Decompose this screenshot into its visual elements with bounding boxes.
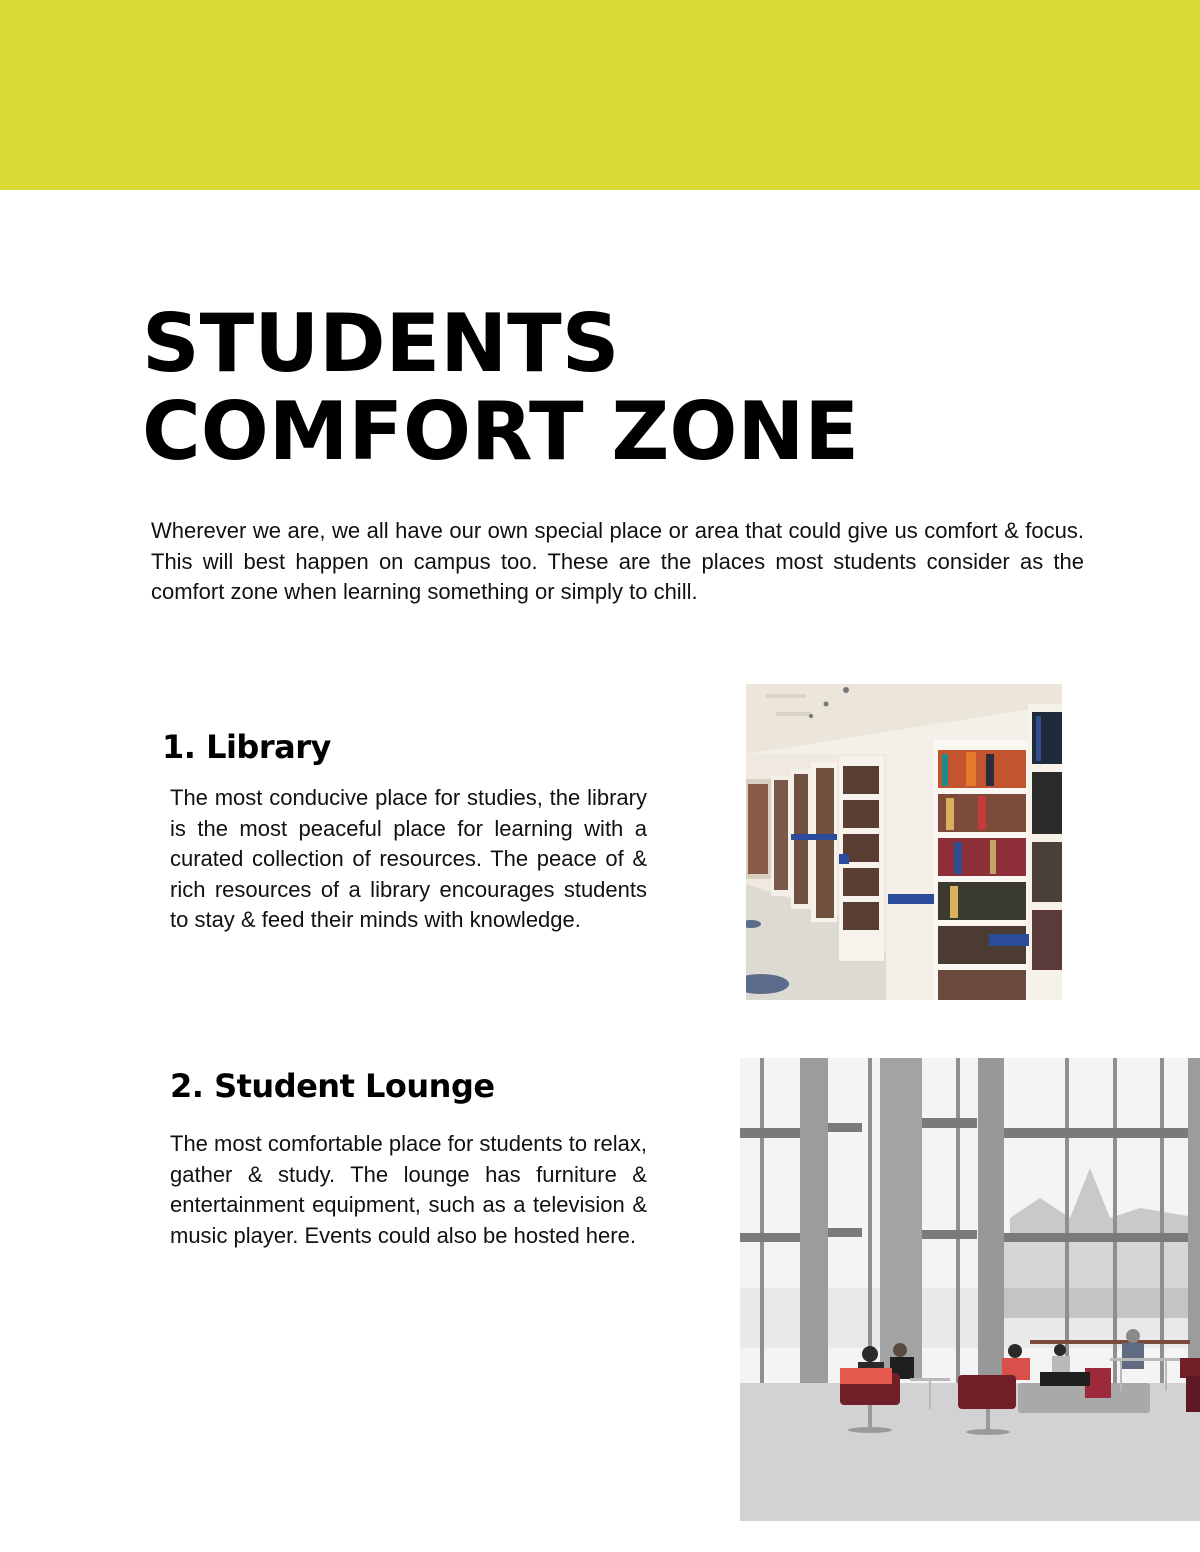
page-title-line-1: STUDENTS: [142, 297, 620, 390]
section-heading-library: 1. Library: [162, 728, 331, 766]
intro-paragraph: Wherever we are, we all have our own special place or area that could give us comfort & focus. This will best happen on campus too. These are the places most students consider as the comfort zone when learning something or simply to chill.: [151, 518, 1084, 604]
section-body-library: The most conducive place for studies, the library is the most peaceful place for learning with a curated collection of resources. The peace of & rich resources of a library encourages students to stay & feed their minds with knowledge.: [170, 785, 647, 932]
page-title-line-2: COMFORT ZONE: [142, 385, 860, 478]
section-heading-student-lounge: 2. Student Lounge: [170, 1067, 495, 1105]
student-lounge-photo-illustration: [740, 1058, 1200, 1521]
student-lounge-photo: [740, 1058, 1200, 1521]
page-title: [142, 297, 1042, 478]
library-photo-illustration: [746, 684, 1062, 1000]
section-body-student-lounge: The most comfortable place for students to relax, gather & study. The lounge has furniture & entertainment equipment, such as a television & music player. Events could also be hosted here.: [170, 1131, 647, 1248]
header-banner: [0, 0, 1200, 190]
library-photo: [746, 684, 1062, 1000]
